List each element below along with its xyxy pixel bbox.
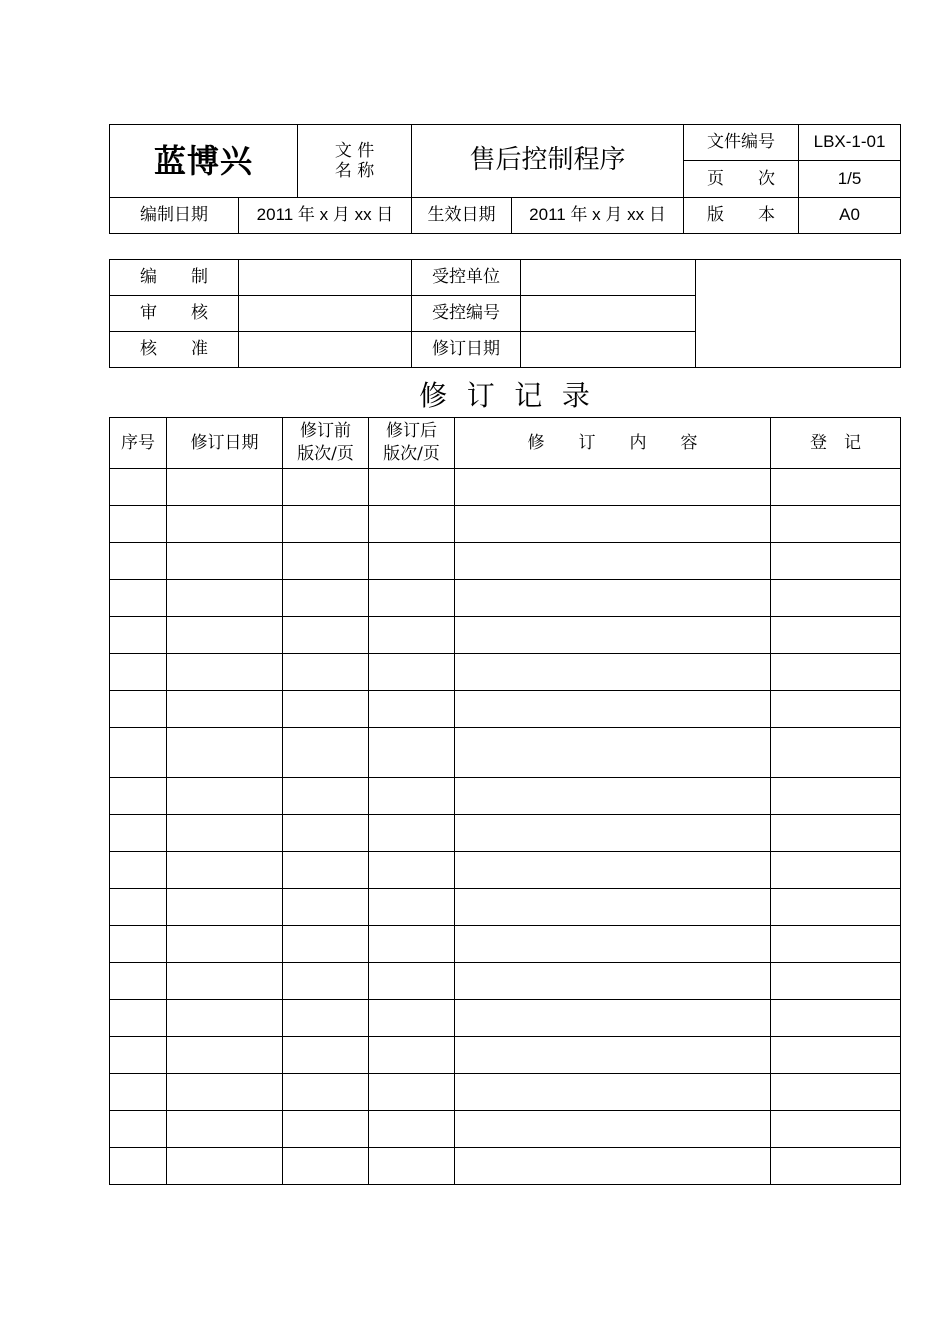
col-header-after: [369, 418, 455, 469]
cell-content[interactable]: [455, 580, 771, 617]
approval-table: [109, 259, 901, 368]
cell-before[interactable]: [283, 1000, 369, 1037]
cell-seq[interactable]: [110, 506, 167, 543]
table-row: [110, 543, 901, 580]
cell-before[interactable]: [283, 963, 369, 1000]
revision-record-table: [109, 417, 901, 1185]
cell-after[interactable]: [369, 852, 455, 889]
approved-by-field[interactable]: [239, 332, 412, 368]
cell-after[interactable]: [369, 889, 455, 926]
cell-date[interactable]: [167, 506, 283, 543]
cell-after[interactable]: [369, 1074, 455, 1111]
cell-seq[interactable]: [110, 852, 167, 889]
cell-date[interactable]: [167, 654, 283, 691]
cell-date[interactable]: [167, 963, 283, 1000]
cell-date[interactable]: [167, 1037, 283, 1074]
cell-content[interactable]: [455, 1074, 771, 1111]
cell-after[interactable]: [369, 728, 455, 778]
compile-date-label: 编制日期: [110, 198, 239, 234]
table-row: [110, 778, 901, 815]
col-header-seq: 序号: [110, 418, 167, 469]
doc-number: LBX-1-01: [799, 125, 901, 161]
cell-after[interactable]: [369, 543, 455, 580]
compiled-by-label: 编 制: [110, 260, 239, 296]
cell-seq[interactable]: [110, 963, 167, 1000]
cell-date[interactable]: [167, 889, 283, 926]
cell-content[interactable]: [455, 654, 771, 691]
cell-date[interactable]: [167, 580, 283, 617]
cell-content[interactable]: [455, 778, 771, 815]
table-row: [110, 815, 901, 852]
cell-date[interactable]: [167, 815, 283, 852]
controlled-number-field[interactable]: [521, 296, 696, 332]
company-name-text: 蓝博兴: [154, 141, 254, 180]
col-header-content: 修 订 内 容: [455, 418, 771, 469]
cell-date[interactable]: [167, 469, 283, 506]
cell-content[interactable]: [455, 728, 771, 778]
col-header-after-line1: 修订后: [386, 421, 437, 442]
col-header-before-line2: 版次/页: [297, 444, 354, 464]
cell-seq[interactable]: [110, 889, 167, 926]
cell-date[interactable]: [167, 543, 283, 580]
cell-before[interactable]: [283, 580, 369, 617]
cell-register[interactable]: [771, 852, 901, 889]
cell-seq[interactable]: [110, 1111, 167, 1148]
cell-date[interactable]: [167, 617, 283, 654]
cell-content[interactable]: [455, 617, 771, 654]
cell-register[interactable]: [771, 926, 901, 963]
cell-register[interactable]: [771, 1037, 901, 1074]
cell-date[interactable]: [167, 691, 283, 728]
cell-register[interactable]: [771, 617, 901, 654]
cell-after[interactable]: [369, 617, 455, 654]
compile-date: 2011 年 x 月 xx 日: [239, 198, 412, 234]
cell-seq[interactable]: [110, 543, 167, 580]
revision-date-field[interactable]: [521, 332, 696, 368]
version-label: 版 本: [684, 198, 799, 234]
table-row: [110, 469, 901, 506]
cell-register[interactable]: [771, 580, 901, 617]
col-header-after-line2: 版次/页: [383, 444, 440, 464]
effective-date-label: 生效日期: [412, 198, 512, 234]
table-row: [110, 1148, 901, 1185]
cell-content[interactable]: [455, 1111, 771, 1148]
table-row: [110, 1000, 901, 1037]
cell-seq[interactable]: [110, 654, 167, 691]
effective-date: 2011 年 x 月 xx 日: [512, 198, 684, 234]
cell-date[interactable]: [167, 1000, 283, 1037]
cell-before[interactable]: [283, 728, 369, 778]
cell-content[interactable]: [455, 926, 771, 963]
cell-register[interactable]: [771, 543, 901, 580]
cell-seq[interactable]: [110, 1000, 167, 1037]
table-row: [110, 728, 901, 778]
table-row: [110, 617, 901, 654]
cell-after[interactable]: [369, 1037, 455, 1074]
cell-date[interactable]: [167, 728, 283, 778]
revision-record-title: 修订记录: [419, 379, 610, 412]
cell-before[interactable]: [283, 543, 369, 580]
table-row: [110, 852, 901, 889]
cell-seq[interactable]: [110, 778, 167, 815]
cell-before[interactable]: [283, 1111, 369, 1148]
cell-register[interactable]: [771, 691, 901, 728]
cell-register[interactable]: [771, 469, 901, 506]
cell-register[interactable]: [771, 815, 901, 852]
cell-content[interactable]: [455, 469, 771, 506]
cell-before[interactable]: [283, 815, 369, 852]
cell-register[interactable]: [771, 1111, 901, 1148]
cell-before[interactable]: [283, 691, 369, 728]
cell-content[interactable]: [455, 1037, 771, 1074]
cell-before[interactable]: [283, 654, 369, 691]
cell-content[interactable]: [455, 889, 771, 926]
table-row: [110, 926, 901, 963]
cell-date[interactable]: [167, 1111, 283, 1148]
table-row: [110, 1074, 901, 1111]
cell-seq[interactable]: [110, 469, 167, 506]
cell-content[interactable]: [455, 691, 771, 728]
cell-before[interactable]: [283, 617, 369, 654]
cell-seq[interactable]: [110, 815, 167, 852]
cell-register[interactable]: [771, 889, 901, 926]
table-row: [110, 691, 901, 728]
doc-number-label: 文件编号: [684, 125, 799, 161]
table-row: [110, 506, 901, 543]
cell-content[interactable]: [455, 815, 771, 852]
cell-after[interactable]: [369, 1148, 455, 1185]
table-header-row: [110, 418, 901, 469]
table-row: [110, 889, 901, 926]
cell-after[interactable]: [369, 963, 455, 1000]
cell-seq[interactable]: [110, 691, 167, 728]
doc-name-label-line2: 名 称: [334, 161, 375, 181]
cell-before[interactable]: [283, 1037, 369, 1074]
cell-before[interactable]: [283, 852, 369, 889]
cell-after[interactable]: [369, 815, 455, 852]
col-header-before-line1: 修订前: [300, 421, 351, 442]
cell-after[interactable]: [369, 926, 455, 963]
cell-date[interactable]: [167, 852, 283, 889]
col-header-register: 登 记: [771, 418, 901, 469]
cell-date[interactable]: [167, 1148, 283, 1185]
company-name: [110, 125, 298, 198]
cell-before[interactable]: [283, 1148, 369, 1185]
doc-title-cell: [412, 125, 684, 198]
approved-by-label: 核 准: [110, 332, 239, 368]
cell-seq[interactable]: [110, 580, 167, 617]
cell-date[interactable]: [167, 778, 283, 815]
reviewed-by-field[interactable]: [239, 296, 412, 332]
controlled-number-label: 受控编号: [412, 296, 521, 332]
cell-register[interactable]: [771, 728, 901, 778]
page-label: 页 次: [684, 161, 799, 198]
col-header-before: [283, 418, 369, 469]
cell-seq[interactable]: [110, 617, 167, 654]
cell-content[interactable]: [455, 852, 771, 889]
cell-content[interactable]: [455, 1000, 771, 1037]
col-header-date: 修订日期: [167, 418, 283, 469]
cell-content[interactable]: [455, 963, 771, 1000]
cell-seq[interactable]: [110, 1037, 167, 1074]
cell-after[interactable]: [369, 469, 455, 506]
cell-after[interactable]: [369, 1000, 455, 1037]
cell-after[interactable]: [369, 1111, 455, 1148]
doc-name-label-line1: 文 件: [334, 140, 375, 161]
version-value: A0: [799, 198, 901, 234]
cell-register[interactable]: [771, 1000, 901, 1037]
cell-before[interactable]: [283, 506, 369, 543]
cell-register[interactable]: [771, 1148, 901, 1185]
cell-after[interactable]: [369, 654, 455, 691]
cell-before[interactable]: [283, 469, 369, 506]
cell-seq[interactable]: [110, 728, 167, 778]
table-row: [110, 580, 901, 617]
doc-name-label: [298, 125, 412, 198]
cell-register[interactable]: [771, 654, 901, 691]
cell-after[interactable]: [369, 506, 455, 543]
document-header-table: [109, 124, 901, 234]
cell-before[interactable]: [283, 926, 369, 963]
cell-register[interactable]: [771, 506, 901, 543]
cell-seq[interactable]: [110, 1074, 167, 1111]
cell-after[interactable]: [369, 580, 455, 617]
cell-register[interactable]: [771, 963, 901, 1000]
cell-content[interactable]: [455, 543, 771, 580]
cell-content[interactable]: [455, 1148, 771, 1185]
table-row: [110, 1111, 901, 1148]
compiled-by-field[interactable]: [239, 260, 412, 296]
revision-date-label: 修订日期: [412, 332, 521, 368]
controlled-unit-field[interactable]: [521, 260, 696, 296]
stamp-area: [696, 260, 901, 368]
page-value: 1/5: [799, 161, 901, 198]
cell-before[interactable]: [283, 889, 369, 926]
cell-after[interactable]: [369, 691, 455, 728]
controlled-unit-label: 受控单位: [412, 260, 521, 296]
cell-seq[interactable]: [110, 926, 167, 963]
doc-title: 售后控制程序: [469, 145, 626, 176]
cell-date[interactable]: [167, 926, 283, 963]
table-row: [110, 654, 901, 691]
cell-content[interactable]: [455, 506, 771, 543]
cell-seq[interactable]: [110, 1148, 167, 1185]
cell-register[interactable]: [771, 778, 901, 815]
table-row: [110, 963, 901, 1000]
table-row: [110, 1037, 901, 1074]
reviewed-by-label: 审 核: [110, 296, 239, 332]
cell-after[interactable]: [369, 778, 455, 815]
cell-before[interactable]: [283, 778, 369, 815]
cell-before[interactable]: [283, 1074, 369, 1111]
cell-date[interactable]: [167, 1074, 283, 1111]
cell-register[interactable]: [771, 1074, 901, 1111]
